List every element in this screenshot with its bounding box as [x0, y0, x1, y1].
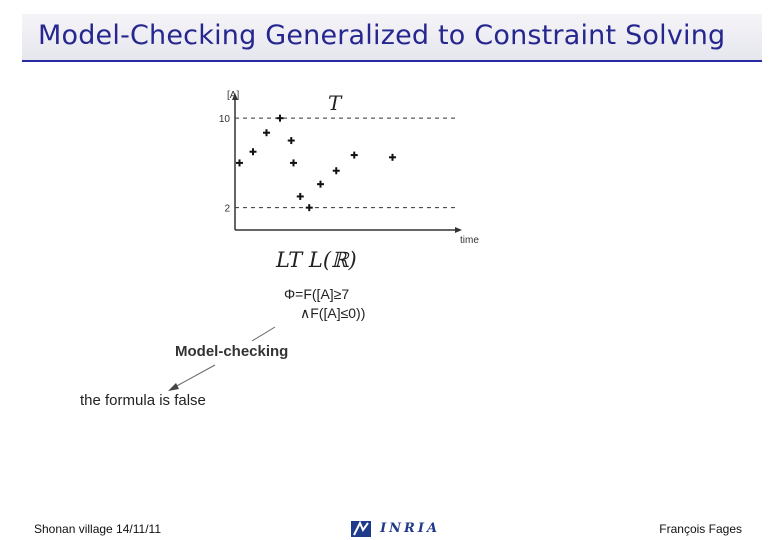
- data-point-3: [263, 129, 270, 136]
- data-point-4: [277, 115, 284, 122]
- data-point-11: [351, 152, 358, 159]
- data-point-5: [288, 137, 295, 144]
- slide-title: Model-Checking Generalized to Constraint Solving: [38, 20, 726, 51]
- title-bar: [22, 14, 762, 62]
- footer-venue-date: Shonan village 14/11/11: [34, 522, 161, 536]
- logic-label: LT L(ℝ): [276, 248, 357, 272]
- trace-plot: [200, 85, 500, 245]
- data-point-8: [306, 204, 313, 211]
- result-text: the formula is false: [80, 392, 206, 409]
- x-axis-arrowhead: [455, 227, 462, 233]
- data-point-6: [290, 159, 297, 166]
- y-tick-label-2: 2: [224, 203, 230, 215]
- formula-line-1: Φ=F([A]≥7: [284, 286, 350, 302]
- model-checking-label: Model-checking: [175, 343, 289, 360]
- data-point-12: [389, 154, 396, 161]
- formula-line-2: ∧F([A]≤0)): [300, 305, 366, 321]
- arrowhead-result: [168, 383, 179, 391]
- data-point-7: [297, 193, 304, 200]
- arrow-formula-to-modelchecking: [252, 327, 275, 341]
- data-point-1: [236, 159, 243, 166]
- inria-logo-text: INRIA: [380, 521, 441, 536]
- x-axis-label: time: [460, 235, 479, 245]
- inria-logo: [350, 518, 440, 538]
- y-axis-label: [A]: [227, 90, 240, 101]
- y-tick-label-10: 10: [218, 114, 230, 126]
- footer-author: François Fages: [659, 522, 742, 536]
- chart-title: T: [328, 91, 342, 115]
- data-point-9: [317, 181, 324, 188]
- data-point-10: [333, 167, 340, 174]
- inria-mark-icon: [350, 520, 372, 538]
- data-point-2: [250, 148, 257, 155]
- arrow-modelchecking-to-result: [173, 365, 215, 388]
